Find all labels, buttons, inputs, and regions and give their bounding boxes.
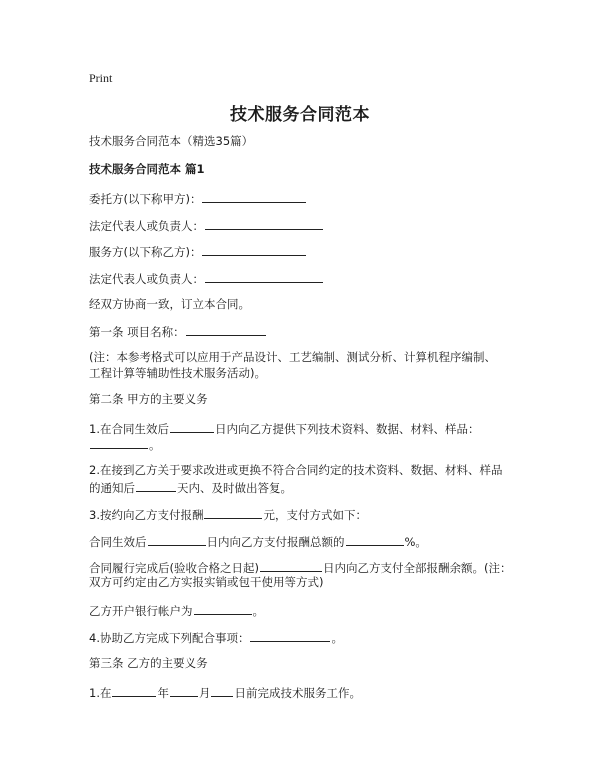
party-a-rep-blank	[205, 217, 323, 230]
item2-text-b: 天内、及时做出答复。	[177, 481, 292, 495]
item2-line-1: 2.在接到乙方关于要求改进或更换不符合合同约定的技术资料、数据、材料、样品	[89, 463, 503, 477]
section-heading: 技术服务合同范本 篇1	[89, 162, 205, 176]
b1-day-blank	[211, 684, 233, 697]
party-a-label: 委托方(以下称甲方)：	[89, 192, 202, 206]
bank-account-blank	[194, 602, 252, 615]
item4-line	[89, 629, 343, 646]
item3-text-a: 3.按约向乙方支付报酬	[89, 508, 204, 522]
note-line-2: 工程计算等辅助性技术服务活动)。	[89, 366, 266, 380]
pay1-percent-blank	[346, 533, 404, 546]
item1-text-b: 日内向乙方提供下列技术资料、数据、材料、样品：	[214, 422, 480, 436]
payment-1-line	[89, 533, 427, 550]
pay1-days-blank	[148, 533, 206, 546]
pay2-days-blank	[260, 559, 322, 572]
item3-line	[89, 506, 367, 523]
item1-materials-blank	[90, 436, 148, 449]
payment-2-note: 双方可约定由乙方实报实销或包干使用等方式)	[89, 575, 324, 589]
article1-label: 第一条 项目名称：	[89, 325, 185, 339]
item1-text-a: 1.在合同生效后	[89, 422, 169, 436]
item1-line	[89, 420, 479, 437]
item2-days-blank	[136, 479, 176, 492]
print-label[interactable]: Print	[89, 71, 113, 85]
party-b-rep-label: 法定代表人或负责人：	[89, 272, 204, 286]
pay2-text-b: 日内向乙方支付全部报酬余额。(注：	[322, 561, 512, 575]
document-title: 技术服务合同范本	[230, 105, 370, 125]
item4-text: 4.协助乙方完成下列配合事项：	[89, 631, 250, 645]
payment-2-line	[89, 559, 511, 576]
b1-text-b: 日前完成技术服务工作。	[234, 686, 361, 700]
item1-days-blank	[170, 420, 214, 433]
article2-heading: 第二条 甲方的主要义务	[89, 392, 208, 406]
party-b-label: 服务方(以下称乙方)：	[89, 245, 202, 259]
b1-month-blank	[170, 684, 198, 697]
item3-text-b: 元，支付方式如下：	[263, 508, 367, 522]
party-a-rep-label: 法定代表人或负责人：	[89, 219, 204, 233]
agreement-text: 经双方协商一致，订立本合同。	[89, 297, 250, 311]
b1-text-a: 1.在	[89, 686, 112, 700]
bank-text: 乙方开户银行帐户为	[89, 604, 193, 618]
item1-line-2	[89, 436, 161, 453]
item1-end: 。	[149, 438, 161, 452]
item4-blank	[250, 629, 330, 642]
article1-line	[89, 323, 267, 340]
project-name-blank	[186, 323, 266, 336]
party-a-line	[89, 190, 307, 207]
party-b-blank	[202, 243, 306, 256]
note-line-1: (注：本参考格式可以应用于产品设计、工艺编制、测试分析、计算机程序编制、	[89, 350, 496, 364]
b1-year-blank	[112, 684, 156, 697]
party-b-rep-line	[89, 270, 324, 287]
pay1-text-b: 日内向乙方支付报酬总额的	[206, 535, 345, 549]
b1-line	[89, 684, 361, 701]
b1-month-label: 月	[198, 686, 211, 700]
party-a-rep-line	[89, 217, 324, 234]
item4-end: 。	[331, 631, 343, 645]
pay1-text-c: %。	[404, 535, 427, 549]
pay2-text-a: 合同履行完成后(验收合格之日起)	[89, 561, 259, 575]
pay1-text-a: 合同生效后	[89, 535, 147, 549]
party-b-rep-blank	[205, 270, 323, 283]
item2-line-2	[89, 479, 292, 496]
bank-end: 。	[252, 604, 264, 618]
party-a-blank	[202, 190, 306, 203]
party-b-line	[89, 243, 307, 260]
bank-line	[89, 602, 264, 619]
article3-heading: 第三条 乙方的主要义务	[89, 656, 208, 670]
fee-amount-blank	[204, 506, 262, 519]
document-subtitle: 技术服务合同范本（精选35篇）	[89, 134, 254, 148]
b1-year-label: 年	[157, 686, 169, 700]
item2-text-a: 的通知后	[89, 481, 135, 495]
